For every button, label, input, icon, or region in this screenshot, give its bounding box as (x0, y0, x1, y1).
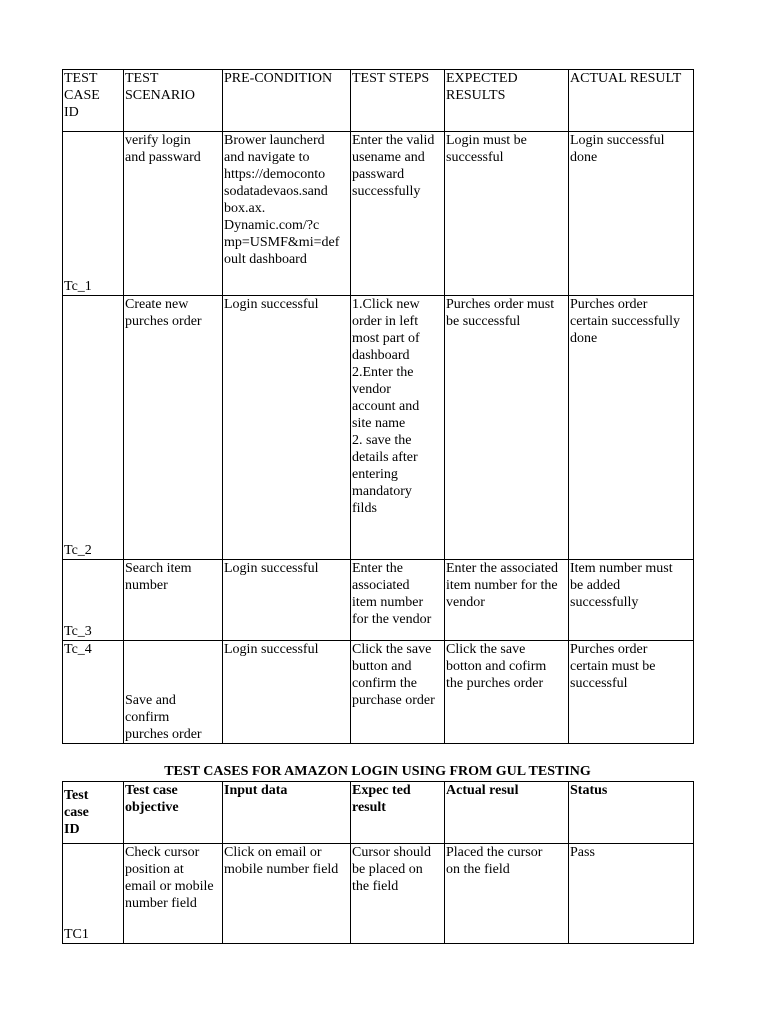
table-cell: Create new purches order (124, 296, 223, 560)
test-case-id-cell: TC1 (63, 844, 124, 944)
table-cell: 1.Click new order in left most part of dashboard 2.Enter the vendor account and site name 2. save the details after entering mandatory filds (351, 296, 445, 560)
table-cell: Pass (569, 844, 694, 944)
table-cell: Check cursor position at email or mobile number field (124, 844, 223, 944)
table-cell: Item number must be added successfully (569, 560, 694, 641)
test-case-id-cell: Tc_3 (63, 560, 124, 641)
header-cell: TEST STEPS (351, 70, 445, 132)
header-cell: ACTUAL RESULT (569, 70, 694, 132)
test-case-id-cell: Tc_2 (63, 296, 124, 560)
table-header-row (63, 782, 694, 844)
header-cell: Input data (223, 782, 351, 844)
table-row (63, 132, 694, 296)
header-cell: Expec ted result (351, 782, 445, 844)
table-cell: Login successful (223, 296, 351, 560)
header-cell: Test case objective (124, 782, 223, 844)
table-cell: Login successful (223, 560, 351, 641)
test-case-id-cell: Tc_1 (63, 132, 124, 296)
table-cell: Click the save botton and cofirm the purches order (445, 641, 569, 744)
table-row (63, 560, 694, 641)
table-cell: Purches order certain successfully done (569, 296, 694, 560)
table-cell: Brower launcherd and navigate to https://democonto sodatadevaos.sand box.ax. Dynamic.com/?c mp=USMF&mi=def oult dashboard (223, 132, 351, 296)
test-cases-table (62, 69, 694, 744)
header-cell: PRE-CONDITION (223, 70, 351, 132)
table-cell: Purches order certain must be successful (569, 641, 694, 744)
table-cell: Purches order must be successful (445, 296, 569, 560)
section-title: TEST CASES FOR AMAZON LOGIN USING FROM GUL TESTING (164, 764, 591, 779)
table-cell: Login successful done (569, 132, 694, 296)
amazon-login-test-table (62, 781, 694, 944)
table-header-row (63, 70, 694, 132)
table-cell: Click on email or mobile number field (223, 844, 351, 944)
table-cell: Enter the valid usename and passward successfully (351, 132, 445, 296)
header-cell: Test case ID (63, 782, 124, 844)
table-cell: Enter the associated item number for the vendor (445, 560, 569, 641)
header-cell: Status (569, 782, 694, 844)
table-row (63, 641, 694, 744)
header-cell: EXPECTED RESULTS (445, 70, 569, 132)
table-cell: Enter the associated item number for the vendor (351, 560, 445, 641)
table-cell: Click the save button and confirm the purchase order (351, 641, 445, 744)
table-cell: Login successful (223, 641, 351, 744)
table-row (63, 844, 694, 944)
table-cell: Login must be successful (445, 132, 569, 296)
test-case-id-cell: Tc_4 (63, 641, 124, 744)
table-cell: Placed the cursor on the field (445, 844, 569, 944)
table-cell: Search item number (124, 560, 223, 641)
header-cell: Actual resul (445, 782, 569, 844)
header-cell: TEST SCENARIO (124, 70, 223, 132)
table-cell: Cursor should be placed on the field (351, 844, 445, 944)
header-cell: TEST CASE ID (63, 70, 124, 132)
table-row (63, 296, 694, 560)
table-cell: Save and confirm purches order (124, 641, 223, 744)
table-cell: verify login and passward (124, 132, 223, 296)
